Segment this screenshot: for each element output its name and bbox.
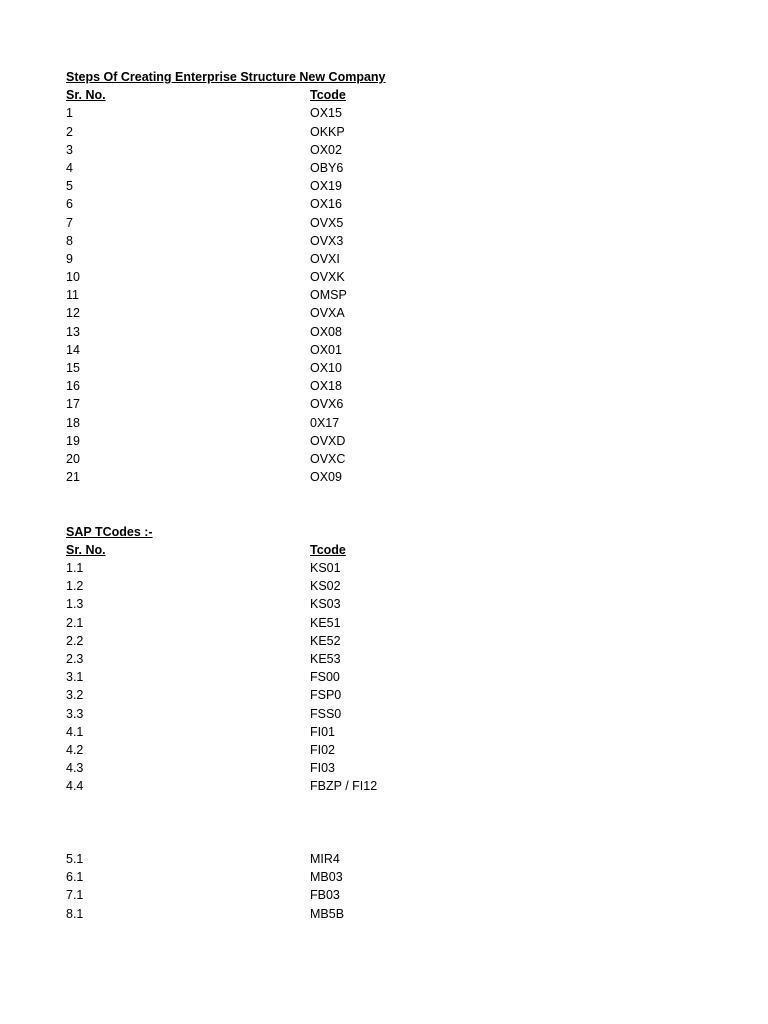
section-title: SAP TCodes :- [66, 524, 153, 539]
tcode-cell: FI02 [310, 742, 336, 757]
sr-no-cell: 11 [66, 288, 79, 303]
table-row [66, 741, 726, 759]
sr-no-cell: 3.3 [66, 706, 84, 721]
sr-no-cell: 15 [66, 361, 80, 375]
section-title: Steps Of Creating Enterprise Structure New Company [66, 70, 386, 84]
sr-no-cell: 6 [66, 197, 73, 212]
sr-no-cell: 4.2 [66, 742, 84, 757]
column-header-sr-no: Sr. No. [66, 88, 106, 103]
sr-no-cell: 4.4 [66, 779, 84, 794]
table-row [66, 432, 726, 450]
table-row [66, 450, 726, 468]
tcode-cell: FSS0 [310, 706, 342, 721]
tcode-cell: OBY6 [310, 160, 344, 175]
sr-no-cell: 6.1 [66, 870, 84, 885]
table-row [66, 159, 726, 177]
tcode-cell: OVX3 [310, 233, 344, 248]
column-header-sr-no: Sr. No. [66, 542, 106, 557]
table-row [66, 323, 726, 341]
table-row [66, 414, 726, 432]
table-row [66, 886, 726, 904]
tcode-cell: 0X17 [310, 415, 340, 430]
sr-no-cell: 1 [66, 106, 73, 121]
tcode-cell: OX19 [310, 179, 342, 194]
sr-no-cell: 1.1 [66, 561, 84, 576]
table-row [66, 286, 726, 304]
table-row [66, 905, 726, 923]
sr-no-cell: 1.2 [66, 579, 84, 594]
table-row [66, 577, 726, 595]
sr-no-cell: 9 [66, 251, 73, 266]
tcode-cell: OVX5 [310, 215, 344, 230]
sr-no-cell: 2.1 [66, 615, 84, 630]
table-row [66, 686, 726, 704]
sr-no-cell: 7 [66, 215, 73, 230]
table-row [66, 377, 726, 395]
table-row [66, 559, 726, 577]
table-row [66, 250, 726, 268]
tcode-cell: OX09 [310, 470, 342, 485]
sr-no-cell: 7.1 [66, 888, 84, 903]
table-row [66, 177, 726, 195]
table-row [66, 214, 726, 232]
tcode-cell: OMSP [310, 288, 347, 303]
table-row [66, 468, 726, 486]
tcode-cell: OVXD [310, 433, 346, 448]
table-row [66, 359, 726, 377]
sr-no-cell: 2.2 [66, 633, 84, 648]
sr-no-cell: 19 [66, 433, 80, 448]
sr-no-cell: 17 [66, 397, 80, 412]
tcode-cell: FSP0 [310, 688, 342, 703]
table-row [66, 868, 726, 886]
sr-no-cell: 10 [66, 270, 80, 285]
tcode-cell: FS00 [310, 670, 340, 685]
table-row [66, 595, 726, 613]
tcode-cell: OVX6 [310, 397, 344, 412]
tcode-cell: FI03 [310, 761, 336, 776]
sr-no-cell: 8 [66, 233, 73, 248]
column-header-tcode: Tcode [310, 542, 346, 557]
tcode-cell: KE52 [310, 633, 341, 648]
tcode-cell: MB03 [310, 870, 343, 885]
sr-no-cell: 16 [66, 379, 80, 394]
sr-no-cell: 13 [66, 324, 80, 339]
tcode-cell: OKKP [310, 124, 345, 139]
table-row [66, 341, 726, 359]
tcode-cell: MB5B [310, 906, 345, 921]
sr-no-cell: 8.1 [66, 906, 84, 921]
table-body [66, 104, 726, 486]
sr-no-cell: 3.2 [66, 688, 84, 703]
table-row [66, 614, 726, 632]
sr-no-cell: 5 [66, 179, 73, 194]
tcode-cell: OVXC [310, 451, 346, 466]
table-row [66, 850, 726, 868]
sap-tcodes-section [66, 523, 726, 796]
sr-no-cell: 4.1 [66, 724, 84, 739]
tcode-cell: FI01 [310, 724, 336, 739]
sr-no-cell: 2.3 [66, 652, 84, 667]
table-row [66, 632, 726, 650]
table-row [66, 723, 726, 741]
table-row [66, 232, 726, 250]
tcode-cell: FBZP / FI12 [310, 779, 378, 794]
tcode-cell: KS01 [310, 561, 341, 576]
table-row [66, 304, 726, 322]
table-row [66, 668, 726, 686]
column-header-tcode: Tcode [310, 88, 346, 103]
section-gap [66, 796, 726, 851]
tcode-cell: KE53 [310, 652, 341, 667]
tcode-cell: OX15 [310, 106, 342, 121]
table-row [66, 195, 726, 213]
table-row [66, 395, 726, 413]
tcode-cell: FB03 [310, 888, 340, 903]
table-row [66, 141, 726, 159]
table-row [66, 123, 726, 141]
sr-no-cell: 2 [66, 124, 73, 139]
table-header [66, 541, 726, 559]
sr-no-cell: 21 [66, 470, 80, 485]
document [66, 68, 726, 923]
tcode-cell: KE51 [310, 615, 341, 630]
sr-no-cell: 20 [66, 451, 80, 466]
sr-no-cell: 3.1 [66, 670, 84, 685]
table-header [66, 86, 726, 104]
table-row [66, 268, 726, 286]
section-gap [66, 486, 726, 522]
table-row [66, 759, 726, 777]
enterprise-structure-section [66, 68, 726, 486]
sr-no-cell: 4 [66, 160, 73, 175]
tcode-cell: OVXA [310, 306, 345, 321]
sr-no-cell: 5.1 [66, 852, 84, 867]
tcode-cell: OX08 [310, 324, 342, 339]
tcode-cell: OVXK [310, 270, 345, 285]
tcode-cell: OX02 [310, 142, 342, 157]
table-body [66, 850, 726, 923]
tcode-cell: KS03 [310, 597, 341, 612]
sr-no-cell: 3 [66, 142, 73, 157]
sr-no-cell: 14 [66, 342, 80, 357]
table-row [66, 104, 726, 122]
table-row [66, 705, 726, 723]
tcode-cell: OX10 [310, 361, 342, 375]
sr-no-cell: 4.3 [66, 761, 84, 776]
table-row [66, 777, 726, 795]
tcode-cell: OX16 [310, 197, 342, 212]
tcode-cell: KS02 [310, 579, 341, 594]
tcode-cell: MIR4 [310, 852, 340, 867]
sr-no-cell: 12 [66, 306, 80, 321]
tcode-cell: OX01 [310, 342, 342, 357]
tcode-cell: OX18 [310, 379, 342, 394]
sr-no-cell: 1.3 [66, 597, 84, 612]
table-row [66, 650, 726, 668]
tcode-cell: OVXI [310, 251, 340, 266]
table-body [66, 559, 726, 795]
additional-tcodes-section [66, 850, 726, 923]
sr-no-cell: 18 [66, 415, 80, 430]
